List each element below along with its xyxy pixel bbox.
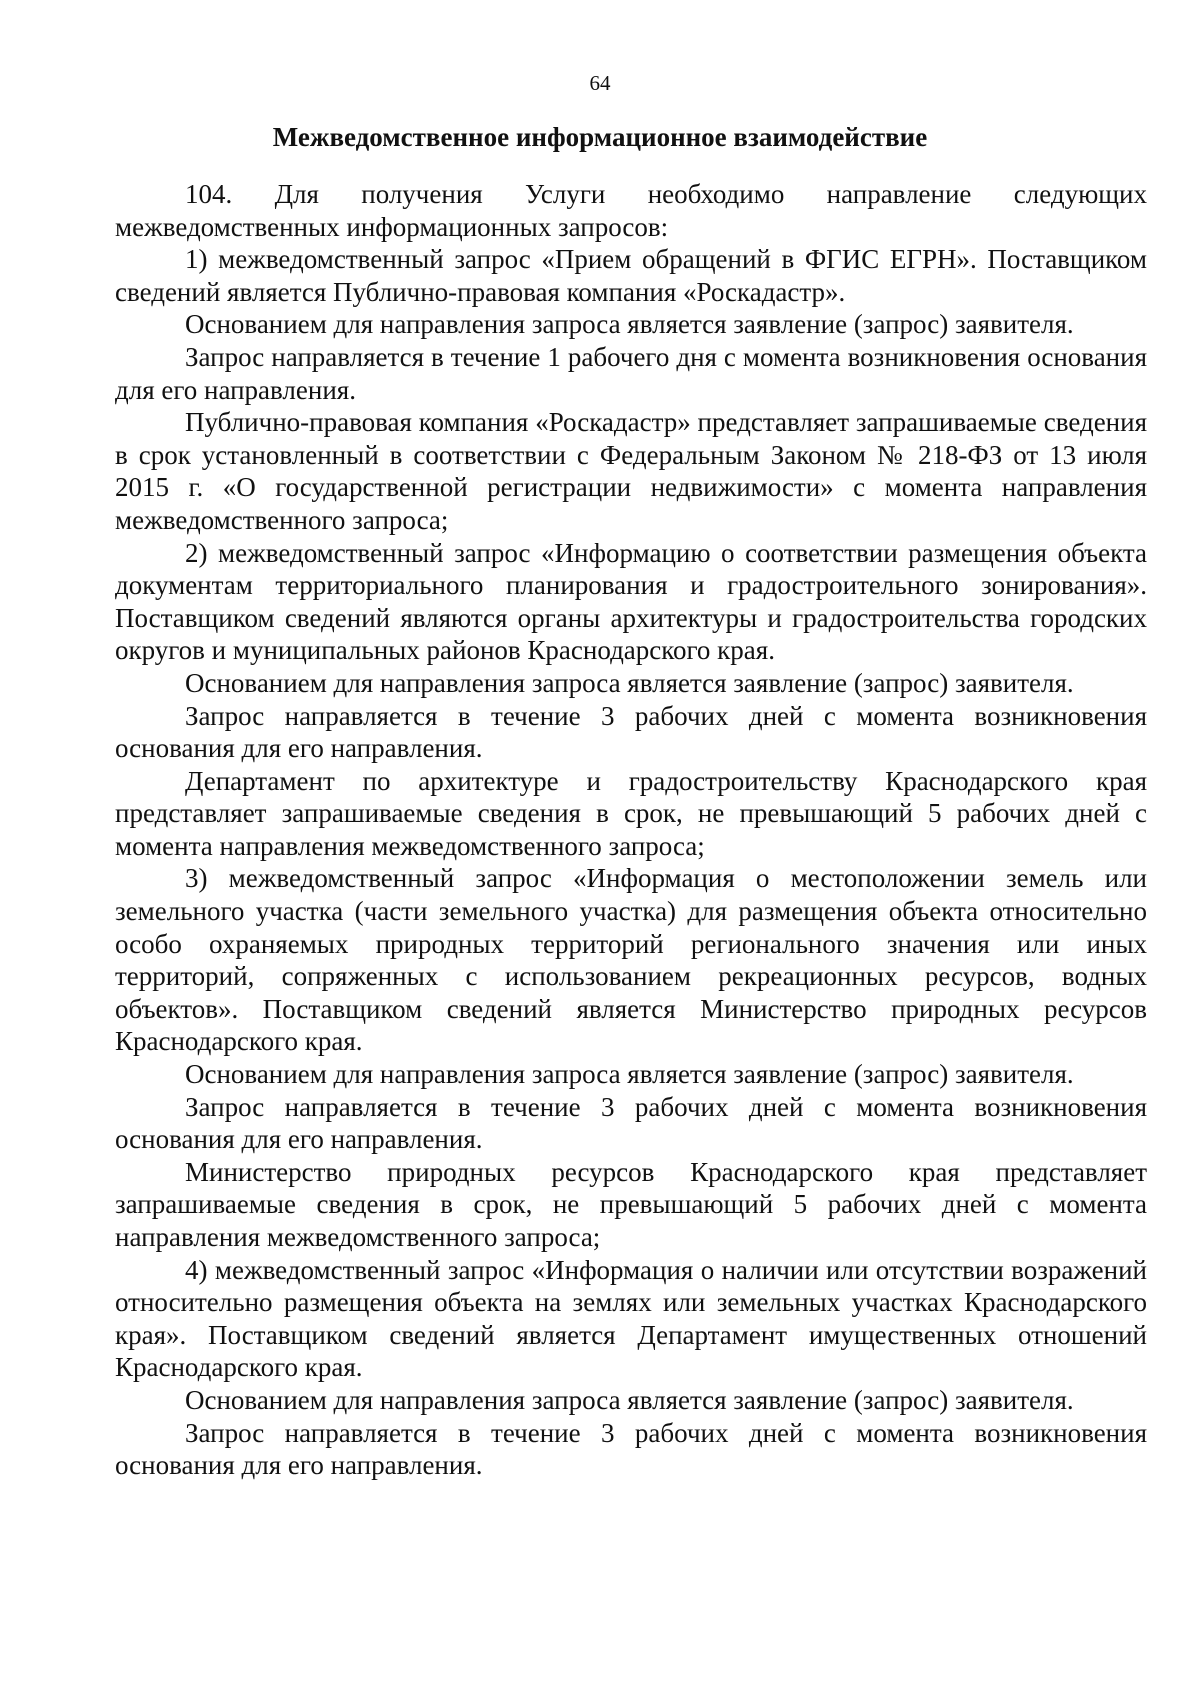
paragraph-timing-1: Запрос направляется в течение 1 рабочего дня с момента возникновения основания для его направления. xyxy=(115,341,1147,405)
paragraph-timing-2: Запрос направляется в течение 3 рабочих дней с момента возникновения основания для его направления. xyxy=(115,700,1147,764)
paragraph-basis-1: Основанием для направления запроса является заявление (запрос) заявителя. xyxy=(185,309,1074,340)
page-number: 64 xyxy=(589,71,611,95)
paragraph-basis-2: Основанием для направления запроса является заявление (запрос) заявителя. xyxy=(185,667,1074,698)
document-body xyxy=(115,178,1147,1482)
paragraph-basis-3: Основанием для направления запроса является заявление (запрос) заявителя. xyxy=(185,1059,1074,1090)
paragraph-provider-2: Департамент по архитектуре и градостроительству Краснодарского края представляет запрашиваемые сведения в срок, не превышающий 5 рабочих дней с момента направления межведомственного запроса; xyxy=(115,765,1147,861)
section-title: Межведомственное информационное взаимодействие xyxy=(272,122,928,152)
paragraph-request-4: 4) межведомственный запрос «Информация о наличии или отсутствии возражений относительно размещения объекта на землях или земельных участках Краснодарского края». Поставщиком сведений является Департамент имущественных отношений Краснодарского края. xyxy=(115,1254,1147,1383)
paragraph-timing-4: Запрос направляется в течение 3 рабочих дней с момента возникновения основания для его направления. xyxy=(115,1417,1147,1481)
paragraph-provider-1: Публично-правовая компания «Роскадастр» представляет запрашиваемые сведения в срок установленный в соответствии с Федеральным Законом № 218-ФЗ от 13 июля 2015 г. «О государственной регистрации недвижимости» с момента направления межведомственного запроса; xyxy=(115,407,1147,535)
paragraph-basis-4: Основанием для направления запроса является заявление (запрос) заявителя. xyxy=(185,1384,1074,1415)
paragraph-timing-3: Запрос направляется в течение 3 рабочих дней с момента возникновения основания для его направления. xyxy=(115,1091,1147,1155)
paragraph-provider-3: Министерство природных ресурсов Краснодарского края представляет запрашиваемые сведения в срок, не превышающий 5 рабочих дней с момента направления межведомственного запроса; xyxy=(115,1156,1147,1252)
paragraph-request-2: 2) межведомственный запрос «Информацию о соответствии размещения объекта документам территориального планирования и градостроительного зонирования». Поставщиком сведений являются органы архитектуры и градостроительства городских округов и муниципальных районов Краснодарского края. xyxy=(115,537,1147,666)
paragraph-request-3: 3) межведомственный запрос «Информация о местоположении земель или земельного участка (части земельного участка) для размещения объекта относительно особо охраняемых природных территорий регионального значения или иных территорий, сопряженных с использованием рекреационных ресурсов, водных объектов». Поставщиком сведений является Министерство природных ресурсов Краснодарского края. xyxy=(115,863,1147,1057)
paragraph-intro: 104. Для получения Услуги необходимо направление следующих межведомственных информационных запросов: xyxy=(115,179,1147,242)
paragraph-request-1: 1) межведомственный запрос «Прием обращений в ФГИС ЕГРН». Поставщиком сведений является Публично-правовая компания «Роскадастр». xyxy=(115,244,1147,307)
